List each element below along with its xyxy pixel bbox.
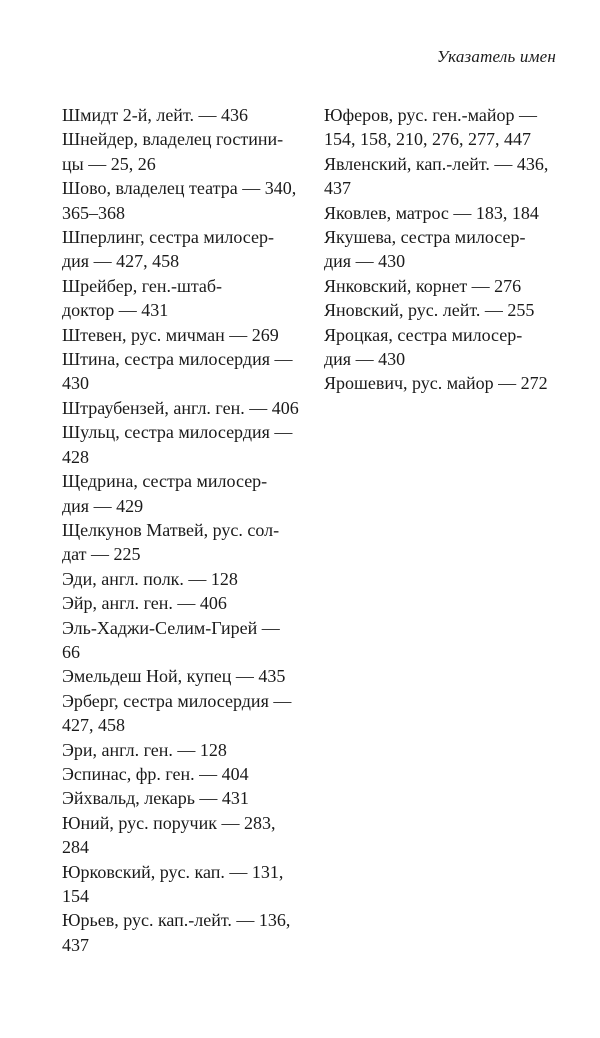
index-entry-line: Эйр, англ. ген. — 406 [62, 593, 227, 614]
index-entry-line: 427, 458 [62, 715, 125, 736]
index-entry-line: Явленский, кап.-лейт. — 436, [324, 153, 549, 174]
index-entry-line: Шово, владелец театра — 340, [62, 178, 297, 199]
index-entry-line: дат — 225 [62, 544, 141, 565]
index-column-left [62, 103, 307, 957]
index-entry-line: Шмидт 2-й, лейт. — 436 [62, 105, 248, 125]
index-entry-line: 437 [62, 934, 89, 955]
index-entry-line: Шперлинг, сестра милосер- [62, 227, 275, 248]
index-entry-line: Яковлев, матрос — 183, 184 [324, 202, 539, 223]
index-entry-line: Шрейбер, ген.-штаб- [62, 275, 223, 296]
index-column-right [324, 103, 564, 396]
index-entry-line: 284 [62, 837, 89, 858]
index-entry-line: Штраубензей, англ. ген. — 406 [62, 397, 299, 418]
index-entry-line: Юферов, рус. ген.-майор — [324, 105, 538, 125]
index-entry-line: Щедрина, сестра милосер- [62, 471, 268, 492]
index-entry-line: 365–368 [62, 202, 125, 223]
index-entry-line: Эль-Хаджи-Селим-Гирей — [62, 617, 280, 638]
index-entry-line: Янковский, корнет — 276 [324, 275, 522, 296]
index-entry-line: цы — 25, 26 [62, 153, 156, 174]
index-entry-line: Эри, англ. ген. — 128 [62, 739, 227, 760]
index-entry-line: Эспинас, фр. ген. — 404 [62, 763, 249, 784]
index-entry-line: дия — 430 [324, 349, 406, 370]
index-entry-line: Ярошевич, рус. майор — 272 [324, 373, 548, 394]
index-entry-line: Эрберг, сестра милосердия — [62, 690, 292, 711]
index-entry-line: 437 [324, 178, 351, 199]
index-entry-line: дия — 427, 458 [62, 251, 180, 272]
index-entry-line: Яновский, рус. лейт. — 255 [324, 300, 535, 321]
index-entry-line: 428 [62, 446, 89, 467]
index-entry-line: дия — 430 [324, 251, 406, 272]
index-entry-line: 430 [62, 373, 89, 394]
index-entry-line: Эди, англ. полк. — 128 [62, 568, 238, 589]
index-entry-line: Яроцкая, сестра милосер- [324, 324, 523, 345]
index-entry-line: Юрьев, рус. кап.-лейт. — 136, [62, 910, 291, 931]
index-entry-line: дия — 429 [62, 495, 144, 516]
index-entry-line: 154 [62, 886, 89, 906]
index-entry-line: Эйхвальд, лекарь — 431 [62, 788, 249, 809]
index-entry-line: Шнейдер, владелец гостини- [62, 129, 284, 150]
index-entry-line: Щелкунов Матвей, рус. сол- [62, 519, 280, 540]
index-entry-line: Штина, сестра милосердия — [62, 349, 293, 370]
running-head: Указатель имен [436, 47, 556, 66]
index-entry-line: 66 [62, 641, 80, 662]
index-entry-line: Штевен, рус. мичман — 269 [62, 324, 279, 345]
index-entry-line: Эмельдеш Ной, купец — 435 [62, 666, 286, 687]
index-entry-line: Юний, рус. поручик — 283, [62, 812, 276, 833]
index-entry-line: доктор — 431 [62, 300, 169, 321]
index-entry-line: Юрковский, рус. кап. — 131, [62, 861, 284, 882]
index-entry-line: Якушева, сестра милосер- [324, 227, 526, 248]
index-entry-line: 154, 158, 210, 276, 277, 447 [324, 129, 531, 150]
index-entry-line: Шульц, сестра милосердия — [62, 422, 293, 443]
